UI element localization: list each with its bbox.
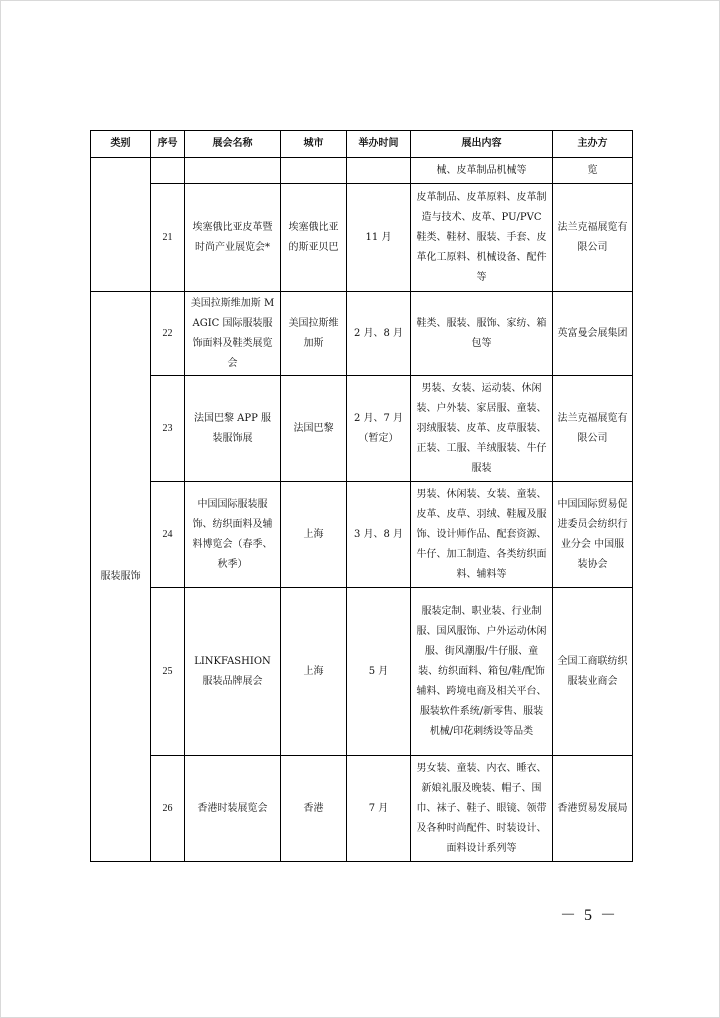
number-cell-empty <box>151 158 185 184</box>
content: 服装定制、职业装、行业制服、国风服饰、户外运动休闲服、街风潮服/牛仔服、童装、纺织面料、箱包/鞋/配饰辅料、跨境电商及相关平台、服装软件系统/新零售、服装机械/印花刺绣设等品类 <box>411 588 553 756</box>
table-row <box>91 756 633 862</box>
city: 美国拉斯维加斯 <box>281 292 347 376</box>
table-row <box>91 376 633 482</box>
time: 7 月 <box>347 756 411 862</box>
organizer: 香港贸易发展局 <box>553 756 633 862</box>
organizer: 法兰克福展览有限公司 <box>553 376 633 482</box>
city: 上海 <box>281 482 347 588</box>
name-cell-empty <box>185 158 281 184</box>
time: 5 月 <box>347 588 411 756</box>
table-header-row <box>91 131 633 158</box>
exhibition-name: LINKFASHION 服装品牌展会 <box>185 588 281 756</box>
city: 香港 <box>281 756 347 862</box>
row-number: 23 <box>151 376 185 482</box>
category-cell: 服装服饰 <box>91 292 151 862</box>
time: 2 月、8 月 <box>347 292 411 376</box>
organizer: 英富曼会展集团 <box>553 292 633 376</box>
page-number: － 5 － <box>560 907 619 924</box>
exhibition-name: 香港时装展览会 <box>185 756 281 862</box>
exhibition-name: 中国国际服装服饰、纺织面料及辅料博览会（春季、秋季） <box>185 482 281 588</box>
header-content: 展出内容 <box>411 131 553 158</box>
table-row <box>91 292 633 376</box>
city: 埃塞俄比亚的斯亚贝巴 <box>281 184 347 292</box>
header-exhibition-name: 展会名称 <box>185 131 281 158</box>
organizer-cell-continuation: 览 <box>553 158 633 184</box>
exhibition-name: 埃塞俄比亚皮革暨时尚产业展览会* <box>185 184 281 292</box>
content-cell-continuation: 械、皮革制品机械等 <box>411 158 553 184</box>
row-number: 21 <box>151 184 185 292</box>
time: 11 月 <box>347 184 411 292</box>
header-time: 举办时间 <box>347 131 411 158</box>
row-number: 22 <box>151 292 185 376</box>
table-row <box>91 482 633 588</box>
table-row-continuation <box>91 158 633 184</box>
row-number: 24 <box>151 482 185 588</box>
time-cell-empty <box>347 158 411 184</box>
organizer: 全国工商联纺织服装业商会 <box>553 588 633 756</box>
category-cell-prev <box>91 158 151 292</box>
header-organizer: 主办方 <box>553 131 633 158</box>
content: 男女装、童装、内衣、睡衣、新娘礼服及晚装、帽子、围巾、袜子、鞋子、眼镜、领带及各种时尚配件、时装设计、面料设计系列等 <box>411 756 553 862</box>
content: 男装、休闲装、女装、童装、皮革、皮草、羽绒、鞋履及服饰、设计师作品、配套资源、牛仔、加工制造、各类纺织面料、辅料等 <box>411 482 553 588</box>
city-cell-empty <box>281 158 347 184</box>
exhibition-name: 美国拉斯维加斯 MAGIC 国际服装服饰面料及鞋类展览会 <box>185 292 281 376</box>
row-number: 26 <box>151 756 185 862</box>
exhibition-name: 法国巴黎 APP 服装服饰展 <box>185 376 281 482</box>
content: 皮革制品、皮革原料、皮革制造与技术、皮革、PU/PVC 鞋类、鞋材、服装、手套、皮革化工原料、机械设备、配件等 <box>411 184 553 292</box>
header-city: 城市 <box>281 131 347 158</box>
header-category: 类别 <box>91 131 151 158</box>
time: 3 月、8 月 <box>347 482 411 588</box>
row-number: 25 <box>151 588 185 756</box>
exhibition-table <box>90 130 633 862</box>
content: 鞋类、服装、服饰、家纺、箱包等 <box>411 292 553 376</box>
city: 上海 <box>281 588 347 756</box>
table-row <box>91 184 633 292</box>
organizer: 中国国际贸易促进委员会纺织行业分会 中国服装协会 <box>553 482 633 588</box>
content: 男装、女装、运动装、休闲装、户外装、家居服、童装、羽绒服装、皮革、皮草服装、正装、工服、羊绒服装、牛仔服装 <box>411 376 553 482</box>
city: 法国巴黎 <box>281 376 347 482</box>
header-number: 序号 <box>151 131 185 158</box>
organizer: 法兰克福展览有限公司 <box>553 184 633 292</box>
time: 2 月、7 月（暂定） <box>347 376 411 482</box>
table-row <box>91 588 633 756</box>
